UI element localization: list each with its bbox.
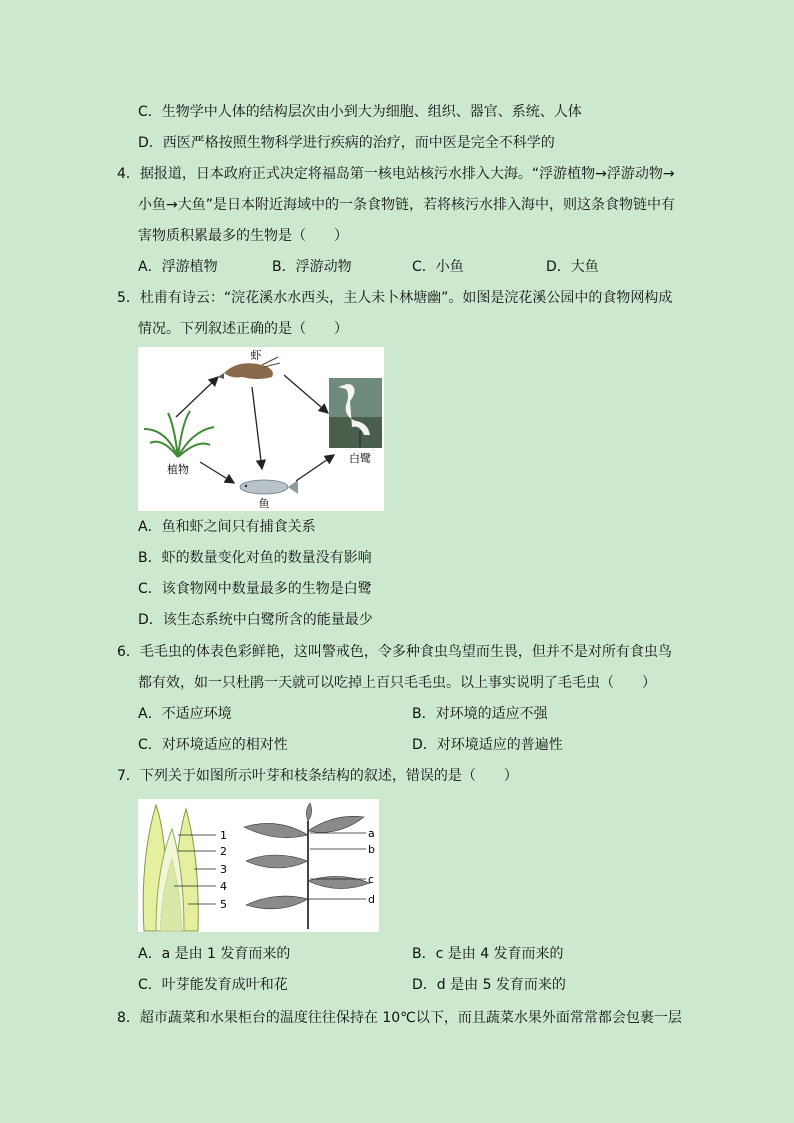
q4-stem-line3: 害物质积累最多的生物是（ ） — [138, 228, 348, 244]
q4-stem-line1: 4．据报道，日本政府正式决定将福岛第一核电站核污水排入大海。“浮游植物→浮游动物→ — [117, 166, 675, 182]
q6-stem-line2: 都有效，如一只杜鹃一天就可以吃掉上百只毛毛虫。以上事实说明了毛毛虫（ ） — [138, 675, 656, 691]
q5-option-d: D．该生态系统中白鹭所含的能量最少 — [138, 612, 373, 628]
leaf-bud-diagram — [143, 805, 198, 931]
q6-stem-line1: 6．毛毛虫的体表色彩鲜艳，这叫警戒色，令多种食虫鸟望而生畏，但并不是对所有食虫鸟 — [117, 644, 672, 660]
plant-image — [144, 411, 214, 457]
egret-label: 白鹭 — [349, 452, 371, 465]
q6-option-c: C．对环境适应的相对性 — [138, 737, 288, 753]
q5-stem-line1: 5．杜甫有诗云：“浣花溪水水西头，主人未卜林塘幽”。如图是浣花溪公园中的食物网构成 — [117, 290, 673, 306]
bud-label-3: 3 — [220, 863, 227, 876]
q5-option-c: C．该食物网中数量最多的生物是白鹭 — [138, 581, 372, 597]
q4-option-a: A．浮游植物 — [138, 259, 218, 275]
q8-stem-line1: 8．超市蔬菜和水果柜台的温度往往保持在 10℃以下，而且蔬菜水果外面常常都会包裹一层 — [117, 1010, 682, 1026]
fish-image — [240, 480, 298, 494]
q5-option-a: A．鱼和虾之间只有捕食关系 — [138, 519, 316, 535]
q6-option-a: A．不适应环境 — [138, 706, 232, 722]
bud-branch-figure — [138, 799, 379, 932]
q6-option-d: D．对环境适应的普遍性 — [412, 737, 563, 753]
arrow-shrimp-to-fish — [252, 387, 262, 469]
bud-label-4: 4 — [220, 880, 227, 893]
branch-label-c: c — [368, 873, 375, 886]
arrow-shrimp-to-egret — [284, 375, 328, 413]
q4-option-b: B．浮游动物 — [272, 259, 352, 275]
arrow-fish-to-egret — [296, 455, 334, 481]
branch-diagram — [244, 803, 370, 929]
bud-label-1: 1 — [220, 829, 227, 842]
arrow-plant-to-fish — [200, 462, 234, 483]
egret-image — [329, 378, 382, 448]
q3-option-d: D．西医严格按照生物科学进行疾病的治疗，而中医是完全不科学的 — [138, 135, 555, 151]
q5-option-b: B．虾的数量变化对鱼的数量没有影响 — [138, 550, 372, 566]
q4-stem-line2: 小鱼→大鱼”是日本附近海域中的一条食物链，若将核污水排入海中，则这条食物链中有 — [138, 197, 675, 213]
q7-option-d: D．d 是由 5 发育而来的 — [412, 977, 566, 993]
bud-label-5: 5 — [220, 898, 227, 911]
fish-label: 鱼 — [258, 497, 270, 510]
bud-label-2: 2 — [220, 845, 227, 858]
q4-option-c: C．小鱼 — [412, 259, 464, 275]
q7-option-c: C．叶芽能发育成叶和花 — [138, 977, 288, 993]
food-web-figure — [138, 347, 384, 511]
q5-stem-line2: 情况。下列叙述正确的是（ ） — [138, 321, 348, 337]
branch-label-b: b — [368, 843, 375, 856]
q7-stem-line1: 7．下列关于如图所示叶芽和枝条结构的叙述，错误的是（ ） — [117, 768, 518, 784]
branch-label-a: a — [368, 827, 375, 840]
q7-option-a: A．a 是由 1 发育而来的 — [138, 946, 291, 962]
q4-option-d: D．大鱼 — [546, 259, 599, 275]
q6-option-b: B．对环境的适应不强 — [412, 706, 548, 722]
q3-option-c: C．生物学中人体的结构层次由小到大为细胞、组织、器官、系统、人体 — [138, 104, 582, 120]
q7-option-b: B．c 是由 4 发育而来的 — [412, 946, 564, 962]
shrimp-image — [218, 357, 280, 379]
branch-label-d: d — [368, 893, 375, 906]
arrow-plant-to-shrimp — [176, 377, 218, 417]
shrimp-label: 虾 — [250, 349, 262, 362]
plant-label: 植物 — [167, 463, 189, 476]
